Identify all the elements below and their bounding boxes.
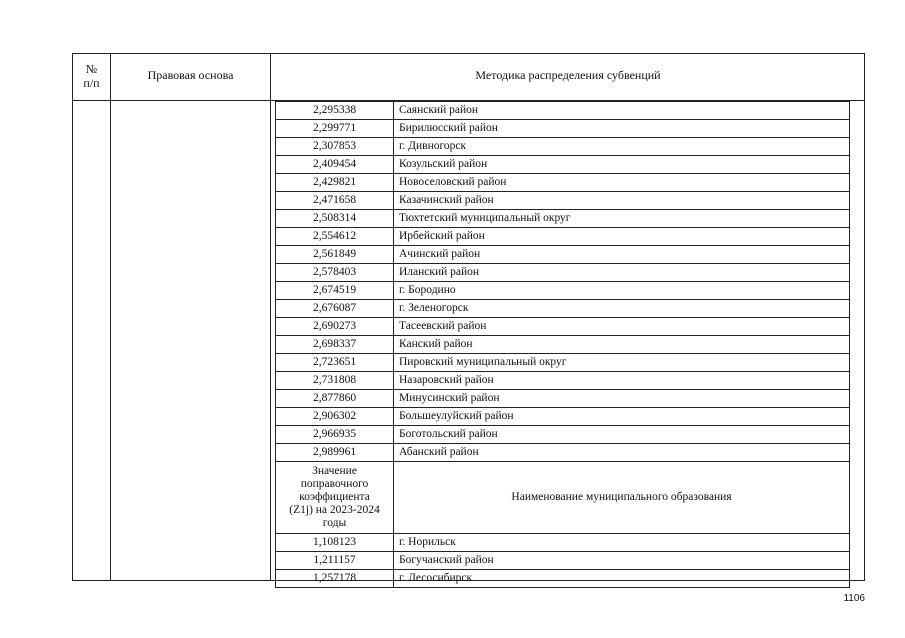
header-legal-basis: Правовая основа bbox=[147, 68, 234, 82]
municipality-name: Назаровский район bbox=[394, 372, 850, 390]
coefficient-value: 2,554612 bbox=[276, 228, 394, 246]
coefficient-value: 2,508314 bbox=[276, 210, 394, 228]
coefficient-value: 2,906302 bbox=[276, 408, 394, 426]
table-row bbox=[276, 228, 850, 246]
coefficient-value: 1,108123 bbox=[276, 534, 394, 552]
table-row bbox=[276, 570, 850, 588]
coefficient-value: 2,731808 bbox=[276, 372, 394, 390]
municipality-name: Минусинский район bbox=[394, 390, 850, 408]
municipality-name: Тюхтетский муниципальный округ bbox=[394, 210, 850, 228]
coefficient-value: 2,429821 bbox=[276, 174, 394, 192]
coefficient-value: 2,295338 bbox=[276, 102, 394, 120]
municipality-name: Богучанский район bbox=[394, 552, 850, 570]
coefficient-value: 2,561849 bbox=[276, 246, 394, 264]
coef-header-line: Значение bbox=[312, 465, 357, 477]
coefficient-value: 2,409454 bbox=[276, 156, 394, 174]
municipality-name: Казачинский район bbox=[394, 192, 850, 210]
table-row bbox=[276, 534, 850, 552]
coefficient-value: 2,989961 bbox=[276, 444, 394, 462]
coefficient-value: 2,723651 bbox=[276, 354, 394, 372]
coefficient-value: 2,299771 bbox=[276, 120, 394, 138]
coefficient-value: 2,674519 bbox=[276, 282, 394, 300]
municipality-name: Пировский муниципальный округ bbox=[394, 354, 850, 372]
table-row bbox=[276, 264, 850, 282]
table-row bbox=[276, 210, 850, 228]
coefficient-value: 1,211157 bbox=[276, 552, 394, 570]
column-divider-2 bbox=[270, 53, 271, 581]
table-row bbox=[276, 246, 850, 264]
table-row bbox=[276, 120, 850, 138]
table-row bbox=[276, 354, 850, 372]
coefficient-value: 2,676087 bbox=[276, 300, 394, 318]
municipality-name: Абанский район bbox=[394, 444, 850, 462]
table-row bbox=[276, 390, 850, 408]
table-row bbox=[276, 408, 850, 426]
coefficient-value: 2,307853 bbox=[276, 138, 394, 156]
municipality-name: Канский район bbox=[394, 336, 850, 354]
coefficient-subheader-row bbox=[276, 462, 850, 534]
coef-header-line: годы bbox=[322, 517, 347, 529]
table-row bbox=[276, 174, 850, 192]
municipality-name: Иланский район bbox=[394, 264, 850, 282]
table-row bbox=[276, 444, 850, 462]
coef-header-line: коэффициента bbox=[299, 491, 370, 503]
municipality-name: Бирилюсский район bbox=[394, 120, 850, 138]
coef-header-line: (Z1j) на 2023-2024 bbox=[289, 504, 380, 516]
coefficient-value: 2,471658 bbox=[276, 192, 394, 210]
municipality-name: г. Бородино bbox=[394, 282, 850, 300]
coefficient-table bbox=[275, 101, 850, 588]
municipality-name: г. Дивногорск bbox=[394, 138, 850, 156]
header-number-symbol: № bbox=[85, 62, 98, 76]
municipality-name: г. Зеленогорск bbox=[394, 300, 850, 318]
municipality-name: Боготольский район bbox=[394, 426, 850, 444]
municipality-name: Большеулуйский район bbox=[394, 408, 850, 426]
municipality-name: г. Норильск bbox=[394, 534, 850, 552]
column-divider-1 bbox=[110, 53, 111, 581]
municipality-name: г. Лесосибирск bbox=[394, 570, 850, 588]
header-methodology: Методика распределения субвенций bbox=[475, 68, 661, 82]
table-row bbox=[276, 426, 850, 444]
table-row bbox=[276, 318, 850, 336]
table-row bbox=[276, 156, 850, 174]
municipality-name: Тасеевский район bbox=[394, 318, 850, 336]
table-row bbox=[276, 282, 850, 300]
table-row bbox=[276, 102, 850, 120]
table-row bbox=[276, 552, 850, 570]
header-number-abbr: п/п bbox=[83, 76, 100, 90]
page-number: 1106 bbox=[843, 593, 865, 604]
municipality-name: Саянский район bbox=[394, 102, 850, 120]
municipality-name: Ирбейский район bbox=[394, 228, 850, 246]
coefficient-value: 2,966935 bbox=[276, 426, 394, 444]
table-row bbox=[276, 372, 850, 390]
coefficient-value: 2,690273 bbox=[276, 318, 394, 336]
municipality-name: Козульский район bbox=[394, 156, 850, 174]
coef-header-line: поправочного bbox=[300, 478, 369, 490]
municipality-name: Ачинский район bbox=[394, 246, 850, 264]
coefficient-value: 1,257178 bbox=[276, 570, 394, 588]
municipality-name-header: Наименование муниципального образования bbox=[394, 462, 850, 534]
coefficient-value: 2,578403 bbox=[276, 264, 394, 282]
table-row bbox=[276, 300, 850, 318]
coefficient-value: 2,877860 bbox=[276, 390, 394, 408]
coefficient-value: 2,698337 bbox=[276, 336, 394, 354]
table-row bbox=[276, 192, 850, 210]
municipality-name: Новоселовский район bbox=[394, 174, 850, 192]
table-row bbox=[276, 336, 850, 354]
coefficient-value-header bbox=[276, 462, 394, 534]
table-row bbox=[276, 138, 850, 156]
header-number-column bbox=[73, 62, 110, 90]
